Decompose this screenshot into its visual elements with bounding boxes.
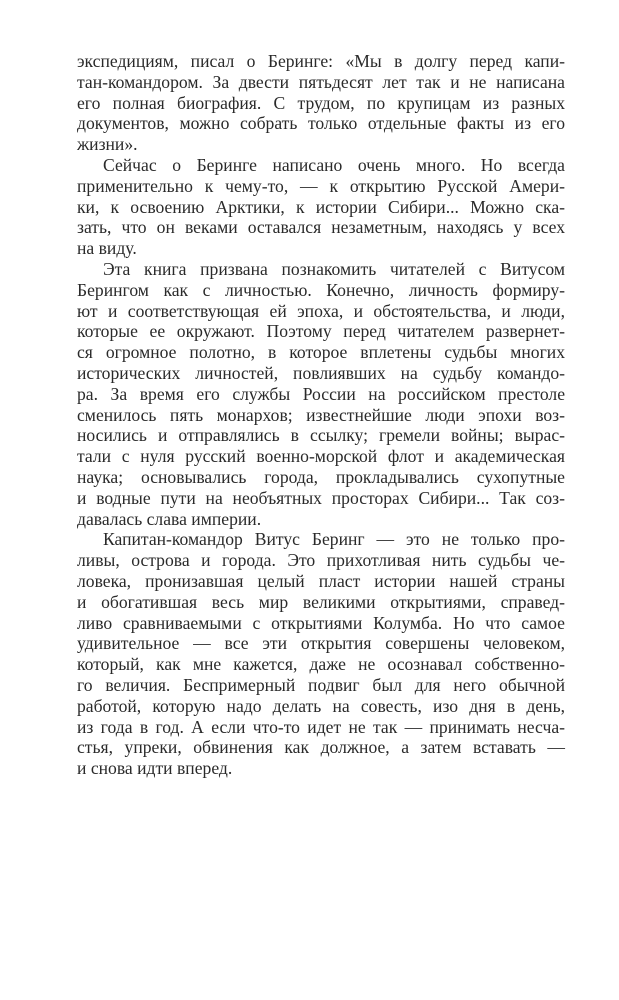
text-line: го величия. Беспримерный подвиг был для него обычной bbox=[77, 674, 565, 695]
text-line: исторических личностей, повлиявших на судьбу командо- bbox=[77, 362, 565, 383]
text-line: экспедициям, писал о Беринге: «Мы в долгу перед капи- bbox=[77, 51, 565, 71]
text-line: Эта книга призвана познакомить читателей с Витусом bbox=[103, 258, 565, 279]
text-line: работой, которую надо делать на совесть, изо дня в день, bbox=[77, 695, 565, 716]
text-line: из года в год. А если что-то идет не так — принимать несча- bbox=[77, 716, 565, 737]
text-line: ра. За время его службы России на российском престоле bbox=[77, 383, 565, 404]
text-line: на виду. bbox=[77, 238, 137, 259]
text-line: ливо сравниваемыми с открытиями Колумба. Но что самое bbox=[77, 612, 565, 633]
text-line: наука; основывались города, прокладывались сухопутные bbox=[77, 466, 565, 487]
text-line: сменилось пять монархов; известнейшие люди эпохи воз- bbox=[77, 404, 565, 425]
text-line: тан-командором. За двести пятьдесят лет так и не написана bbox=[77, 71, 565, 92]
paragraph bbox=[77, 51, 565, 155]
text-line: и водные пути на необъятных просторах Сибири... Так соз- bbox=[77, 487, 565, 508]
text-line: который, как мне кажется, даже не осознавал собственно- bbox=[77, 654, 565, 675]
text-line: носились и отправлялись в ссылку; гремели войны; вырас- bbox=[77, 425, 565, 446]
text-line: жизни». bbox=[77, 134, 138, 155]
text-line: удивительное — все эти открытия совершены человеком, bbox=[77, 633, 565, 654]
text-line: его полная биография. С трудом, по крупицам из разных bbox=[77, 92, 565, 113]
text-line: и снова идти вперед. bbox=[77, 758, 233, 779]
text-line: давалась слава империи. bbox=[77, 508, 262, 529]
text-line: документов, можно собрать только отдельные факты из его bbox=[77, 113, 565, 134]
text-line: ливы, острова и города. Это прихотливая нить судьбы че- bbox=[77, 550, 565, 571]
text-line: ся огромное полотно, в которое вплетены судьбы многих bbox=[77, 342, 565, 363]
text-line: Берингом как с личностью. Конечно, личность формиру- bbox=[77, 279, 565, 300]
paragraph bbox=[77, 529, 565, 779]
text-line: Капитан-командор Витус Беринг — это не только про- bbox=[103, 529, 565, 550]
text-line: которые ее окружают. Поэтому перед читателем развернет- bbox=[77, 321, 565, 342]
text-line: тали с нуля русский военно-морской флот и академическая bbox=[77, 446, 565, 467]
text-line: ловека, пронизавшая целый пласт истории нашей страны bbox=[77, 570, 565, 591]
text-line: ют и соответствующая ей эпоха, и обстоятельства, и люди, bbox=[77, 300, 565, 321]
text-line: зать, что он веками оставался незаметным, находясь у всех bbox=[77, 217, 565, 238]
book-page-text bbox=[77, 51, 565, 779]
text-line: и обогатившая весь мир великими открытиями, справед- bbox=[77, 591, 565, 612]
text-line: применительно к чему-то, — к открытию Русской Амери- bbox=[77, 175, 565, 196]
paragraph bbox=[77, 155, 565, 259]
text-line: ки, к освоению Арктики, к истории Сибири... Можно ска- bbox=[77, 196, 565, 217]
text-line: стья, упреки, обвинения как должное, а затем вставать — bbox=[77, 737, 565, 758]
paragraph bbox=[77, 259, 565, 529]
text-line: Сейчас о Беринге написано очень много. Но всегда bbox=[103, 154, 565, 175]
